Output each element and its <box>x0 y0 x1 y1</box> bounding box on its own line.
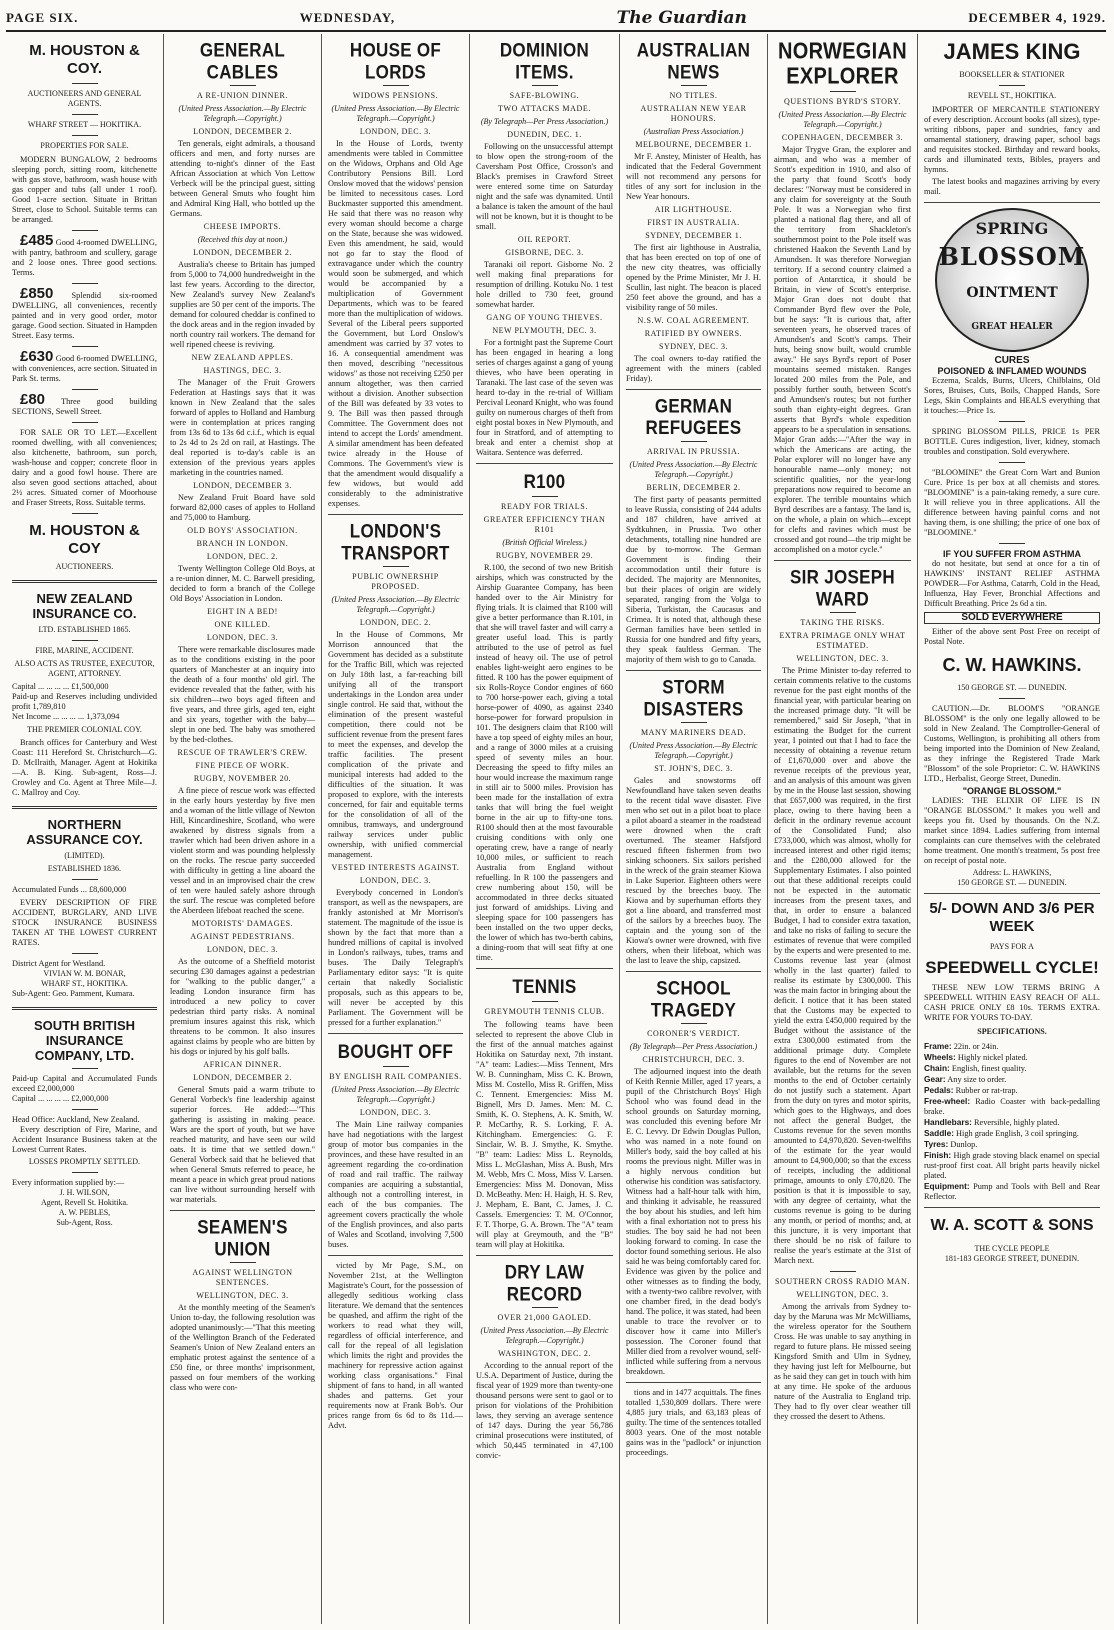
dateline: ST. JOHN'S, DEC. 3. <box>654 764 733 773</box>
subhead: SAFE-BLOWING. <box>509 91 580 100</box>
article-text: A fine piece of rescue work was effected in the early hours yesterday by five men and a woman of the little village of Newton Hill, Kincardineshire, Scotland, who were awakened by distress signals from a trawler which had been driven ashore in a violent storm and was pounding helplessly on the rocks. The rescue party succeeded with difficulty in getting a line aboard the vessel and in an improvised chair the crew of ten were hauled safely ashore through the surf. The rescue was completed before the Aberdeen lifeboat reached the scene. <box>170 786 315 915</box>
spec-value: 22in. or 24in. <box>951 1042 999 1051</box>
headline-general-cables: GENERAL CABLES <box>199 39 286 83</box>
spec-key: Pedals: <box>924 1085 954 1095</box>
article-text: The first party of peasants permitted to leave Russia, consisting of 244 adults and 187 children, have arrived at Sydtkuhnen, in Prussia. Two other detachments, totalling nine hundred are due by to-morrow. The German Government is finding their accommodation until their future is decided. The majority are Mennonites, but their places of origin are widely separated, ranging from the Volga to Siberia, Turkistan, the Caucasus and Crimea. It is noted that, although these German families have been settled in Russia for one hundred and fifty years, they speak faultless German. The majority of them wish to go to Canada. <box>626 495 761 664</box>
subhead: FINE PIECE OF WORK. <box>195 761 290 770</box>
subhead: BY ENGLISH RAIL COMPANIES. <box>329 1072 462 1081</box>
spec-row <box>924 1085 1100 1096</box>
firm-address: WHARF STREET — HOKITIKA. <box>27 120 142 129</box>
spec-row <box>924 1117 1100 1128</box>
james-king-addr: REVELL ST., HOKITIKA. <box>967 91 1057 100</box>
dateline: LONDON, DEC. 3. <box>206 945 279 954</box>
article-text: Following on the unsuccessful attempt to blow open the strong-room of the Caversham Post Office, Crosson's and Black's premises in Crawford Street were entered some time on Saturday night and the safe was dynamited. Until a balance is taken the amount of the haul will not be known, but it is thought to be small. <box>476 142 613 231</box>
dateline: WELLINGTON, DEC. 3. <box>796 654 889 663</box>
nz-income: Net Income ... ... ... ... 1,373,094 <box>12 712 120 721</box>
cures-heading: CURES <box>994 355 1030 366</box>
article-text: According to the annual report of the U.S.A. Department of Justice, during the fiscal year of 1929 more than twenty-one thousand persons were sent to gaol or to prison for violations of the Prohibition laws, they serving an average sentence of 147 days. During the year 56,786 criminal prosecutions were instituted, of which 50,445 terminated in 47,100 convic- <box>476 1361 613 1460</box>
spec-key: Finish: <box>924 1150 952 1160</box>
dateline: RUGBY, NOVEMBER 20. <box>193 774 292 783</box>
sb-head-office: Head Office: Auckland, New Zealand. <box>12 1115 140 1124</box>
dateline: LONDON, DEC. 2. <box>359 618 432 627</box>
credit: (British Official Wireless.) <box>502 538 587 547</box>
article-text: New Zealand Fruit Board have sold forward 82,000 cases of apples to Holland and 75,000 to Hamburg. <box>170 493 315 522</box>
headline-seamens-union: SEAMEN'S UNION <box>197 1216 288 1260</box>
article-text: The first air lighthouse in Australia, that has been erected on top of one of the new city theatres, was officially opened by the Prime Minister, Mr J. H. Scullin, last night. The beacon is placed 250 feet above the ground, and has a visibility range of 50 miles. <box>626 243 761 312</box>
scott-sons-addr: 181-183 GEORGE STREET, DUNEDIN. <box>944 1254 1080 1263</box>
subhead: AIR LIGHTHOUSE. <box>654 205 733 214</box>
nz-branches: Branch offices for Canterbury and West Coast: 111 Hereford St. Christchurch—G. D. McIlraith, Manager. Agent at Hokitika—A. B. King. Sub-agent, Ross—J. Crowley and Co. Agent at Three Mile—J. C. Mallroy and Coy. <box>12 738 157 797</box>
sb-info: Every information supplied by:— <box>12 1178 125 1187</box>
subhead: OVER 21,000 GAOLED. <box>497 1313 592 1322</box>
article-text: For a fortnight past the Supreme Court has been engaged in hearing a long series of charges against a gang of young thieves, who have been operating in Taranaki. The last case of the seven was heard to-day in the re-trial of William Percival Leonard Knight, who was found guilty on numerous charges of theft from eight postal boxes in New Plymouth, and four in Stratford, and of attempting to break and enter a chemist shop at Waitara. Sentence was deferred. <box>476 338 613 457</box>
sb-agent-2: A. W. PEBLES, <box>58 1208 111 1217</box>
subhead: READY FOR TRIALS. <box>501 502 588 511</box>
paper-title: The Guardian <box>616 8 747 28</box>
dateline: GISBORNE, DEC. 3. <box>505 248 584 257</box>
listing-80: £80 Three good building SECTIONS, Sewell Street. <box>12 391 157 416</box>
spec-value: High grade stoving black enamel on special rust-proof first coat. All bright parts heavily nickel plated. <box>924 1151 1100 1180</box>
james-king-text-2: The latest books and magazines arriving by every mail. <box>924 177 1100 196</box>
spec-value: Any size to order. <box>945 1075 1007 1084</box>
subhead: A RE-UNION DINNER. <box>196 91 288 100</box>
subhead: AGAINST PEDESTRIANS. <box>190 932 295 941</box>
speedwell-terms: THESE NEW LOW TERMS BRING A SPEEDWELL WITHIN EASY REACH OF ALL. CASH PRICE ONLY £8 10s. TERMS EXTRA. WRITE FOR YOURS TO-DAY. <box>924 983 1100 1022</box>
subhead: EIGHT IN A BED! <box>207 607 278 616</box>
subhead: OIL REPORT. <box>517 235 572 244</box>
subhead: GANG OF YOUNG THIEVES. <box>486 313 603 322</box>
headline-r100: R100 <box>523 470 566 493</box>
northern-title: NORTHERN ASSURANCE COY. <box>26 817 143 847</box>
subhead: RESCUE OF TRAWLER'S CREW. <box>177 748 308 757</box>
northern-agent-addr: WHARF ST., HOKITIKA. <box>41 979 128 988</box>
dateline: LONDON, DEC. 3. <box>359 127 432 136</box>
subhead: VESTED INTERESTS AGAINST. <box>331 863 460 872</box>
headline-bought-off: BOUGHT OFF <box>337 1040 454 1063</box>
james-king-title: JAMES KING <box>943 39 1081 64</box>
spec-key: Chain: <box>924 1063 950 1073</box>
column-4-dominion-items <box>470 34 620 1624</box>
dateline: SYDNEY, DEC. 3. <box>659 342 728 351</box>
column-6-norwegian-explorer <box>768 34 918 1624</box>
spec-row <box>924 1139 1100 1150</box>
hawkins-address-2: 150 GEORGE ST. — DUNEDIN. <box>957 878 1067 887</box>
spec-value: Reversible, highly plated. <box>971 1118 1060 1127</box>
dateline: WELLINGTON, DEC. 3. <box>196 1291 289 1300</box>
subhead: AFRICAN DINNER. <box>203 1060 282 1069</box>
subhead: NO TITLES. <box>669 91 718 100</box>
page-number: PAGE SIX. <box>6 10 79 25</box>
firm-subtitle-2: AUCTIONEERS. <box>55 562 114 571</box>
asthma-text: do not hesitate, but send at once for a tin of HAWKINS' INSTANT RELIEF ASTHMA POWDER—For Asthma, Catarrh, Cold in the Head, Influenza, Hay Fever, Bronchial Affections and Difficult Breathing. Price 2s 6d a tin. <box>924 559 1100 608</box>
dateline: COPENHAGEN, DECEMBER 3. <box>781 133 904 142</box>
article-text: General Smuts paid a warm tribute to General Vorbeck's fine leadership against superior forces. He added:—"This gathering is assisting in making peace. Wars are the sport of youth, but we have reached maturity, and have seen our wild oats. It is time that we settled down." General Vorbeck said that he believed that when General Smuts referred to peace, he meant a peace in which great proud nations can live without surrounding herself with war materials. <box>170 1085 315 1204</box>
dateline: LONDON, DEC. 3. <box>359 876 432 885</box>
subhead: N.S.W. COAL AGREEMENT. <box>637 316 750 325</box>
spec-row <box>924 1096 1100 1117</box>
dateline: LONDON, DECEMBER 2. <box>193 127 292 136</box>
subhead: TWO ATTACKS MADE. <box>498 104 591 113</box>
nz-insurance-class: FIRE, MARINE, ACCIDENT. <box>35 646 134 655</box>
spec-key: Wheels: <box>924 1052 956 1062</box>
south-british-title: SOUTH BRITISH INSURANCE COMPANY, LTD. <box>33 1018 136 1063</box>
listing-to-let: FOR SALE OR TO LET.—Excellent roomed dwelling, with all conveniences; also kitchenette, bathroom, sun porch, wash-house and copper; concrete floor in dairy and a good fowl house. There are also seven good sections attached, about 2½ acres. Situated corner of Moorhouse and Fraser Streets, Ross. Suitable terms. <box>12 428 157 507</box>
article-text: At the monthly meeting of the Seamen's Union to-day, the following resolution was adopted unanimously:—"That this meeting of the Wellington Branch of the Federated Seamen's Union of New Zealand enters an emphatic protest against the sentence of a £50 fine, or three months' imprisonment, passed on four members of the working class who were con- <box>170 1303 315 1392</box>
headline-dry-law-record: DRY LAW RECORD <box>504 1261 585 1305</box>
column-3-house-of-lords <box>322 34 470 1624</box>
ointment-text: Eczema, Scalds, Burns, Ulcers, Chilblains, Old Sores, Bruises, Cuts, Boils, Chapped Hands, Sore Legs, Skin Complaints and HEALS everything that it touches:—Price 1s. <box>924 376 1100 415</box>
dateline: RUGBY, NOVEMBER 29. <box>495 551 594 560</box>
article-text: Everybody concerned in London's transport, as well as the newspapers, are frankly astonished at Mr Morrison's statement. The magnitude of the issue is shown by the fact that more than a hundred millions of capital is involved in London's railways, tubes, trams and buses. The Daily Telegraph's Parliamentary editor says: "It is quite certain that nakedly Socialistic proposals, such as this appears to be, will never be accepted by this Parliament. The Government will be pressed for a further explanation." <box>328 888 463 1027</box>
spec-key: Equipment: <box>924 1181 970 1191</box>
dateline: WASHINGTON, DEC. 2. <box>498 1349 591 1358</box>
article-text: As the outcome of a Sheffield motorist securing £30 damages against a pedestrian for "walking to the public danger," a leading London insurance firm has introduced a new policy to cover pedestrian third party risks. A nominal premium insures against this risk, which threatens to be common. It also insures against claims by people who are bitten by his dogs or injured by his golf balls. <box>170 957 315 1056</box>
headline-norwegian-explorer: NORWEGIAN EXPLORER <box>778 38 907 90</box>
credit: (By Telegraph—Per Press Association.) <box>629 1042 758 1051</box>
subhead: AGAINST WELLINGTON SENTENCES. <box>192 1268 293 1287</box>
nz-insurance-also: ALSO ACTS AS TRUSTEE, EXECUTOR, AGENT, ATTORNEY. <box>14 659 155 678</box>
james-king-text: IMPORTER OF MERCANTILE STATIONERY of every description. Account books (all sizes), type-writing ribbons, paper and sundries, fancy and ornamental stationery, drawing paper, school bags and requisites stocked. Birthday and reward books, cards and illuminated texts, Bibles, prayers and hymns. <box>924 105 1100 174</box>
article-text: The Manager of the Fruit Growers Federation at Hastings says that it was known in New Zealand that the sales forward of apples to Holland and Hamburg were in contemplation at prices ranging from 13s 6d to 13s 6d c.i.f., which is equal to 2s 4d to 2s 2d on rail, at Hastings. The deal reported is to-day's cable is an extension of the previous years apples marketing in the countries named. <box>170 378 315 477</box>
spec-row <box>924 1041 1100 1052</box>
credit: (United Press Association.—By Electric Telegraph.—Copyright.) <box>331 104 460 123</box>
dateline: LONDON, DECEMBER 2. <box>193 248 292 257</box>
article-text-continued: victed by Mr Page, S.M., on November 21st, at the Wellington Magistrate's Court, for the possession of allegedly seditious working class literature. We demand that the sentences be quashed, and affirm the right of the workers to read what they will, regardless of official interference, and call for the repeal of all legislation which limits the right and provides the machinery for repressive action against working class organisations." Final shipment of fans to hand, in all wanted shades and patterns. Get your requirements now at Frank Bob's. Our prices range from 6s 6d to 8s 11d.—Advt. <box>328 1261 463 1430</box>
nz-insurance-sub: LTD. ESTABLISHED 1865. <box>38 625 131 634</box>
credit: (United Press Association.—By Electric Telegraph.—Copyright.) <box>331 1085 460 1104</box>
listing-630: £630 Good 6-roomed DWELLING, with conveniences, acre section. Situated in Park St. terms. <box>12 348 157 383</box>
northern-funds: Accumulated Funds ... £8,600,000 <box>12 885 127 894</box>
dateline: LONDON, DECEMBER 3. <box>193 481 292 490</box>
listing-485: £485 Good 4-roomed DWELLING, with pantry, bathroom and scullery, garage and 2 loose ones. Three good sections. Terms. <box>12 232 157 277</box>
hawkins-address-label: Address: L. HAWKINS, <box>972 868 1052 877</box>
northern-body: EVERY DESCRIPTION OF FIRE ACCIDENT, BURGLARY, AND LIVE STOCK INSURANCE BUSINESS TAKEN AT THE LOWEST CURRENT RATES. <box>12 898 157 947</box>
spec-key: Handlebars: <box>924 1117 972 1127</box>
sb-capital-1: Paid-up Capital and Accumulated Funds exceed £2,000,000 <box>12 1074 157 1093</box>
credit: (United Press Association.—By Electric Telegraph.—Copyright.) <box>778 110 907 129</box>
firm-name-2: M. HOUSTON & COY <box>29 522 140 557</box>
headline-school-tragedy: SCHOOL TRAGEDY <box>650 977 737 1021</box>
northern-district: District Agent for Westland. <box>12 959 106 968</box>
column-7-ads <box>918 34 1106 1624</box>
article-text: Mr F. Anstey, Minister of Health, has indicated that the Federal Government will not recommend any persons for titles of any sort for inclusion in the New Year honours. <box>626 152 761 201</box>
spec-row <box>924 1063 1100 1074</box>
article-text: Major Trygve Gran, the explorer and airman, and who was a member of Scott's expedition in 1910, and also of the party that found Scott's body declares: "Norway must be considered in any claim for sovereignty at the South Pole. It was a Norwegian who first planted a national flag there, and all of the territory from Shackleton's southernmost point to the Pole itself was christened Haakon the Seventh Land by Amundsen. It was therefore Norwegian territory. If a second country claimed a portion of Antarctica, it should be Britain, in view of Scott's enterprise. Major Gran does not doubt that Commander Byrd flew over the Pole, but he says: "It is curious that, after seventeen years, he observed traces of Amundsen's and Scott's camps. Their huts, being snow built, would crumble away." He says Byrd's report of Poser mountains seemed mistaken. Ranges located 200 miles from the Pole, and possibly further south, between Scott's and Amundsen's routes; but not further south than eighty-eight degrees. Gran asserts that Byrd's whole expedition appears to be a speculation in sensations. Major Gran adds:—"After the way in which the Americans are acting, the Polar explorer will no longer have any honourable name—only money; not scientific qualities, nor the year-long preparations now required to become an explorer. The terrible mountains which Byrd describes are a fantasy. The land is, on the whole, a plain on which—except for clefts and ravines which must be crossed and got round—the trip might be accomplished on a motor cycle." <box>774 145 911 554</box>
subhead: SOUTHERN CROSS RADIO MAN. <box>774 1277 910 1286</box>
dateline: BERLIN, DECEMBER 2. <box>646 483 741 492</box>
northern-agent: VIVIAN W. M. BONAR, <box>43 969 126 978</box>
headline-londons-transport: LONDON'S TRANSPORT <box>341 520 450 564</box>
headline-sir-joseph-ward: SIR JOSEPH WARD <box>789 566 896 610</box>
credit: (Received this day at noon.) <box>197 235 288 244</box>
subhead: MOTORISTS' DAMAGES. <box>191 919 294 928</box>
sb-losses: LOSSES PROMPTLY SETTLED. <box>28 1157 141 1166</box>
headline-dominion-items: DOMINION ITEMS. <box>499 39 590 83</box>
dateline: HASTINGS, DEC. 3. <box>203 366 282 375</box>
credit: (By Telegraph—Per Press Association.) <box>480 117 609 126</box>
dateline: DUNEDIN, DEC. 1. <box>507 130 582 139</box>
pays-for: PAYS FOR A <box>990 942 1034 951</box>
bloomine-text: "BLOOMINE" the Great Corn Wart and Bunion Cure. Price 1s per box at all chemists and stores. "BLOOMINE" is a pain-taking remedy, a sure cure. It will relieve you in three applications. All the difference between having painful corns and not having them, is one shilling; the price of one box of "BLOOMINE." <box>924 468 1100 537</box>
nz-capital: Capital ... ... ... ... £1,500,000 <box>12 682 109 691</box>
subhead: BRANCH IN LONDON. <box>196 539 289 548</box>
dateline: NEW PLYMOUTH, DEC. 3. <box>492 326 597 335</box>
spec-key: Free-wheel: <box>924 1096 971 1106</box>
caution-text: CAUTION.—Dr. BLOOM'S "ORANGE BLOSSOM" is the only one legally allowed to be sold in New Zealand. The Comptroller-General of Customs, Wellington, is prohibiting all others from being imported into the Dominion of New Zealand, as they infringe the Registered Trade Mark "Blossom" of the sole Proprietor: C. W. HAWKINS LTD., Herbalist, George Street, Dunedin. <box>924 704 1100 783</box>
sb-agent-2-addr: Sub-Agent, Ross. <box>56 1218 113 1227</box>
dateline: LONDON, DECEMBER 2. <box>193 1073 292 1082</box>
article-text: The Main Line railway companies have had negotiations with the largest group of motor bus companies in the provinces, and these have resulted in an agreement regarding the co-ordination of road and rail traffic. The railway companies are acquiring a substantial, although not a controlling interest, in each of the bus companies. The agreement covers practically the whole of the English provinces, and also parts of Wales and Scotland, involving 7,500 buses. <box>328 1120 463 1249</box>
subhead: ARRIVAL IN PRUSSIA. <box>647 447 740 456</box>
spec-value: High grade English, 3 coil springing. <box>953 1129 1079 1138</box>
subhead: ONE KILLED. <box>214 620 271 629</box>
spec-key: Frame: <box>924 1041 952 1051</box>
spec-value: Radio Coaster with back-pedalling brake. <box>924 1097 1100 1116</box>
subhead: CHEESE IMPORTS. <box>203 222 282 231</box>
dateline: SYDNEY, DECEMBER 1. <box>645 231 742 240</box>
credit: (United Press Association.—By Electric Telegraph.—Copyright.) <box>629 741 758 760</box>
dateline: LONDON, DEC. 3. <box>359 1108 432 1117</box>
subhead: AUSTRALIAN NEW YEAR HONOURS. <box>640 104 747 123</box>
article-text: Twenty Wellington College Old Boys, at a re-union dinner, M. C. Barwell presiding, decided to form a branch of the College Old Boys' Association in London. <box>170 564 315 603</box>
properties-heading: PROPERTIES FOR SALE. <box>40 141 129 150</box>
spec-row <box>924 1074 1100 1085</box>
article-text: In the House of Lords, twenty amendments were tabled in Committee on the Widows, Orphans and Old Age Contributory Pensions Bill. Lord Onslow moved that the widows' pension be limited to necessitous cases. Lord Buckmaster supported this amendment. He said that there was no reason why every woman should become a charge on the State, because she was widowed. Even this amendment, he said, would not go far to stay the flood of extravagance under which the country would soon be submerged, and which would be accompanied by a multiplication of Government Departments, which was to be feared more than the multiplication of widows. Several of the Liberal peers supported the Government, but Lord Onslow's amendment was carried by 37 votes to 16. A consequential amendment was then moved, describing "necessitous widows" as those not receiving £250 per annum altogether, was then carried without a division. Another subsection of the Bill was defeated by 33 votes to 9. The Bill was then passed through Committee. The Government does not intend to accept the Lords' amendment. A similar amendment has been defeated twice already in the House of Commons. The Government's view is that the amendment would disqualify a few widows, but would add considerably to the administrative expenses. <box>328 139 463 508</box>
asthma-heading: IF YOU SUFFER FROM ASTHMA <box>943 549 1081 559</box>
article-text: The Prime Minister to-day referred to certain comments relative to the customs revenue for the past eight months of the financial year, with particular bearing on the increased primage duty. "It will be remembered," said Sir Joseph, "that in estimating the Budget for the current year, I pointed out that I had to face the necessity of obtaining a revenue return of £1,670,000 over and above the revenue receipts of the previous year, and an analysis of this amount was given by me in the House last session, showing that £657,000 was required, in the first place, owing to there having been a deficit in the ordinary revenue account of the Consolidated Fund; also £733,000, which was almost, wholly for increased interest and other rigid items; and the £280,000 allowed for the Supplementary Estimates. I also pointed out that these additional receipts could not be expected in the automatic increases from the present taxes, and that, in order to ensure a balanced Budget, I had to consider extra taxation, and take no risks of failing to secure the estimates of revenue that were compiled by the experts and were presented to me. Customs revenue last year (almost wholly in the last quarter) failed to realise its estimate by £300,000. This was the main factor in bringing about the deficit. I notice that it has been stated that the Customs may be expected to yield the extra £450,000 required by the Budget without the assistance of the extra £300,000 estimated from the additional primage duty. Complete figures to the end of November are not available, but the returns for the seven months to the end of October certainly do not justify such a statement. Apart from the duty on tyres and motor spirits, which goes to the Highways, and does not affect the general Budget, the Customs revenue for the seven months amounted to £4,970,820. Seven-twelfths of the estimate for the year would amount to £4,900,000; so that the excess of receipts, including the additional primage, amounts to only £70,820. The position is that it is impossible to say, with any degree of certainty, what the customs revenue is going to be during any month, or period of months; and, at this juncture, it is very important that there should be no risk of failure to realise the year's estimate at the 31st of March next. <box>774 666 911 1265</box>
article-text: The adjourned inquest into the death of Keith Rennie Miller, aged 17 years, a pupil of the Christchurch Boys' High School who was found dead in the school grounds on Saturday morning, was concluded this evening before Mr E. C. Levvy. Dr Edwin Douglas Pullon, who was named in a note found on Miller's body, said the boy called at his rooms the previous night. Miller was in a highly nervous condition but otherwise his condition was satisfactory. Witness had a half-hour talk with him, and thinking it advisable, he reassured the boy about his studies, and left him with a final exhortation not to press his studies. The boy said he had not been looking forward to coming. In case the doctor found something serious. He also said he was being comfortably cared for. Evidence was given by the police and other witnesses as to finding the body, with a twenty-two calibre revolver, with one chamber fired, in the dead body's hand. The police, it was stated, had been unable to trace the revolver or to discover how it came into Miller's possession. The Coroner found that Miller died from a revolver wound, self-inflicted while suffering from a nervous breakdown. <box>626 1067 761 1376</box>
speedwell-heading: SPEEDWELL CYCLE! <box>925 958 1099 977</box>
scott-sons-title: W. A. SCOTT & SONS <box>930 1217 1094 1234</box>
article-text: Among the arrivals from Sydney to-day by the Maruna was Mr McWilliams, the wireless operator for the Southern Cross. He was unable to say anything in regard to future plans. He missed seeing Kingsford Smith and Ulm in Sydney, they having just left for Melbourne, but as he said they can get in touch with him at any time. He spoke of the arduous nature of the Australia to England trip. They had to fly over clear weather till they crossed the desert to Athens. <box>774 1302 911 1421</box>
credit: (Australian Press Association.) <box>643 127 744 136</box>
headline-german-refugees: GERMAN REFUGEES <box>645 395 742 439</box>
subhead: WIDOWS PENSIONS. <box>352 91 439 100</box>
firm-name: M. HOUSTON & COY. <box>29 42 140 77</box>
subhead: FIRST IN AUSTRALIA. <box>647 218 740 227</box>
headline-tennis: TENNIS <box>512 975 577 998</box>
article-text: There were remarkable disclosures made as to the conditions existing in the poor quarters of Manchester at an inquiry into the death of a four months' old girl. The evidence revealed that the father, with his six children—two boys aged fifteen and five years, and three girls, aged ten, eight and six years, together with the baby—slept in one bed. The baby was smothered by the bed-clothes. <box>170 645 315 744</box>
subhead: GREATER EFFICIENCY THAN R101 <box>483 515 606 534</box>
spring-blossom-logo: SPRING BLOSSOM OINTMENT GREAT HEALER <box>935 208 1089 352</box>
post-free-text: Either of the above sent Post Free on receipt of Postal Note. <box>924 627 1100 646</box>
credit: (United Press Association.—By Electric Telegraph.—Copyright.) <box>178 104 307 123</box>
article-text: R.100, the second of two new British airships, which was constructed by the Airship Guarantee Company, has been handed over to the Air Ministry for flying trials. It is claimed that R100 will give a better performance than R.101, in that she will travel faster and will carry a greater useful load. This is partly attributed to the use of petrol as fuel instead of heavy oil. The use of petrol enables light-weight aero engines to be fitted. R 100 has the power equipment of six Rolls-Royce Condor engines of 660 to 700 horse-power each, giving a total horse-power of 4090, as against 2340 horse-power for forward propulsion in 101. The designers claim that R100 will have a top speed of eighty miles an hour, and a range of 3000 miles at a cruising speed of seventy miles an hour. Decreasing the speed to fifty miles an hour would increase the maximum range in still air to 5000 miles. Provision has been made for the installation of extra tanks that will bring the fuel weight borne in the air up to fifty-one tons. R100 should then at the most favourable cruising conditions with only one operating crew, have a range of nearly 10,000 miles, or sufficient to reach Australia from England without refuelling. In R 100 the passengers and crew numbering about 150, will be accommodated in three decks situated just forward of amidships. Living and sleeping space for 100 passengers has been installed on the two upper decks, the lower of which has two-berth cabins, a dining-room that will seat fifty at one time. <box>476 563 613 962</box>
subhead: EXTRA PRIMAGE ONLY WHAT ESTIMATED. <box>779 631 906 650</box>
article-text: The coal owners to-day ratified the agreement with the miners (cabled Friday). <box>626 354 761 383</box>
spec-value: Highly nickel plated. <box>955 1053 1028 1062</box>
column-5-australian-news <box>620 34 768 1624</box>
spec-key: Tyres: <box>924 1139 949 1149</box>
subhead: RATIFIED BY OWNERS. <box>644 329 743 338</box>
firm-subtitle: AUCTIONEERS AND GENERAL AGENTS. <box>27 89 142 108</box>
article-text: The following teams have been selected to represent the above Club in the first of the annual matches against Hokitika on Saturday next, 7th instant. "A" team: Ladies:—Miss Tennent, Mrs W. B. Cunningham, Miss C. K. Brown, Miss M. Costello, Miss R. Griffen, Miss C. Tennent. Emergencies: Miss M. Bignell, Mrs D. James. Men: M. C. Smith, K. O. Stephens, A. K. Smith, W. P. McCarthy, R. S. Lorking, F. A. Kitchingham. Emergencies: G. F. Sinclair, W. B. J. Smythe, K. Smythe. "B" team: Ladies: Miss L. Reynolds, Miss L. McGlashan, Miss A. Bush, Mrs M. Webb, Mrs C. Moss, Miss V. Larsen. Emergencies: Miss M. Donovan, Miss D. McBeathy. Men: H. Haigh, H. S. Rev, J. Mepham, E. Bant, C. James, J. C. Cassels. Emergencies: T. M. O'Connor, F. T. Thorpe, G. A. Brown. The "A" team will play at Greymouth, and the "B" team will play at Hokitika. <box>476 1020 613 1249</box>
dateline: MELBOURNE, DECEMBER 1. <box>635 140 752 149</box>
nz-paid-up: Paid-up and Reserves including undivided profit 1,789,810 <box>12 692 157 711</box>
pills-text: SPRING BLOSSOM PILLS, PRICE 1s PER BOTTLE. Cures indigestion, liver, kidney, stomach troubles and constipation. Sold everywhere. <box>924 427 1100 456</box>
subhead: QUESTIONS BYRD'S STORY. <box>784 97 901 106</box>
nz-colonial: THE PREMIER COLONIAL COY. <box>27 725 142 734</box>
column-2-general-cables <box>164 34 322 1624</box>
credit: (United Press Association.—By Electric Telegraph.—Copyright.) <box>629 460 758 479</box>
article-text: Australia's cheese to Britain has jumped from 5,000 to 74,000 hundredweight in the last few years. According to the director, New Zealand's survey New Zealand's supplies are 50 per cent of the imports. The demand for coloured cheddar is confined to the dock areas and in the region invaded by north country rail workers. The demand for well ripened cheese is reviving. <box>170 260 315 349</box>
spec-value: Rubber or rat-trap. <box>953 1086 1018 1095</box>
northern-est: ESTABLISHED 1836. <box>47 864 122 873</box>
date: DECEMBER 4, 1929. <box>968 10 1106 25</box>
dateline: LONDON, DEC. 3. <box>206 633 279 642</box>
spec-value: Pump and Tools with Bell and Rear Reflector. <box>924 1182 1100 1201</box>
sb-agent-1-addr: Agent, Revell St. Hokitika. <box>40 1198 129 1207</box>
ladies-text: LADIES: THE ELIXIR OF LIFE IS IN "ORANGE BLOSSOM." It makes you well and keeps you fit. Used by thousands. On the N.Z. market since 1894. Ladies suffering from internal complaints can cure themselves with the celebrated home treatment. One month's treatment, 5s post free on receipt of postal note. <box>924 796 1100 865</box>
northern-subagent: Sub-Agent: Geo. Pamment, Kumara. <box>12 989 135 998</box>
spec-row <box>924 1181 1100 1202</box>
dateline: CHRISTCHURCH, DEC. 3. <box>642 1055 745 1064</box>
subhead: GREYMOUTH TENNIS CLUB. <box>484 1007 605 1016</box>
columns <box>6 34 1106 1624</box>
sb-capital-2: Capital ... ... ... ... £2,000,000 <box>12 1094 109 1103</box>
column-1-ads <box>6 34 164 1624</box>
subhead: TAKING THE RISKS. <box>800 618 885 627</box>
article-text: Ten generals, eight admirals, a thousand officers and men, and forty nurses are attending to-night's dinner of the East African Association at which Von Lettow Verbeck will be the principal guest, sitting between General Smuts who fought him and Admiral King Hall, who bottled up the Germans. <box>170 139 315 218</box>
sb-body: Every description of Fire, Marine, and Accident Insurance Business taken at the Lowest Current Rates. <box>12 1125 157 1154</box>
headline-storm-disasters: STORM DISASTERS <box>643 676 744 720</box>
sb-agent-1: J. H. WILSON, <box>59 1188 110 1197</box>
spec-row <box>924 1052 1100 1063</box>
credit: (United Press Association.—By Electric Telegraph.—Copyright.) <box>331 595 460 614</box>
subhead: OLD BOYS' ASSOCIATION. <box>187 526 298 535</box>
subhead: MANY MARINERS DEAD. <box>640 728 747 737</box>
article-text-continued: tions and in 1477 acquittals. The fines totalled 1,530,809 dollars. There were 4,885 jury trials, and 63,183 pleas of guilty. The time of the sentences totalled 8003 years. One of the most notable gains was in the "padlock" or injunction proceedings. <box>626 1388 761 1457</box>
dateline: WELLINGTON, DEC. 3. <box>796 1290 889 1299</box>
credit: (United Press Association.—By Electric Telegraph.—Copyright.) <box>480 1326 609 1345</box>
subhead: CORONER'S VERDICT. <box>647 1029 740 1038</box>
dateline: LONDON, DEC. 2. <box>206 552 279 561</box>
spec-value: Dunlop. <box>948 1140 978 1149</box>
headline-australian-news: AUSTRALIAN NEWS <box>636 39 751 83</box>
down-payment-heading: 5/- DOWN AND 3/6 PER WEEK <box>929 900 1095 935</box>
article-text: Taranaki oil report. Gisborne No. 2 well making final preparations for resumption of drilling. Kotuku No. 1 test hole drilled to 730 feet, ground somewhat harder. <box>476 260 613 309</box>
nz-insurance-title: NEW ZEALAND INSURANCE CO. <box>32 591 137 621</box>
northern-sub: (LIMITED). <box>64 851 105 860</box>
subhead: PUBLIC OWNERSHIP PROPOSED. <box>352 572 439 591</box>
headline-house-of-lords: HOUSE OF LORDS <box>349 39 442 83</box>
james-king-sub: BOOKSELLER & STATIONER <box>959 70 1065 79</box>
spec-value: English, finest quality. <box>949 1064 1027 1073</box>
day: WEDNESDAY, <box>299 10 396 25</box>
listing-text: MODERN BUNGALOW, 2 bedrooms sleeping porch, sitting room, kitchenette with gas stove, bathroom, wash house with gas copper and tubs (all under 1 roof). Good 1-acre section. Situate in Brittan Street, close to School. Suitable terms can be arranged. <box>12 155 157 224</box>
hawkins-addr: 150 GEORGE ST. — DUNEDIN. <box>957 683 1067 692</box>
poison-heading: POISONED & INFLAMED WOUNDS <box>937 366 1087 376</box>
article-text: In the House of Commons, Mr Morrison announced that the Government has decided as a substitute for the Traffic Bill, which was rejected on July 18th last, a far-reaching bill unifying all of the transport undertakings in the London area under single control. He said that, without the elimination of the present wasteful competition, there could not be sufficient revenue from the present fares to meet the expenses, and develop the traffic facilities. The present complication of the private and municipal interests had added to the difficulties of the situation. It was proposed to explore, with the interests concerned, for fair and equitable terms for the consolidation of all of the omnibus, tramways, and underground railway services under public ownership, with unified commercial management. <box>328 630 463 859</box>
hawkins-name: C. W. HAWKINS. <box>942 655 1082 675</box>
listing-850: £850 Splendid six-roomed DWELLING, all conveniences, recently painted and in very good order, motor garage. Good section. Situated in Hampden Street. Easy terms. <box>12 285 157 340</box>
specifications-heading: SPECIFICATIONS. <box>977 1027 1047 1036</box>
orange-blossom-heading: "ORANGE BLOSSOM." <box>962 786 1062 796</box>
subhead: NEW ZEALAND APPLES. <box>191 353 294 362</box>
masthead <box>6 6 1106 32</box>
scott-sons-sub: THE CYCLE PEOPLE <box>974 1244 1050 1253</box>
spec-row <box>924 1150 1100 1181</box>
spec-row <box>924 1128 1100 1139</box>
spec-key: Gear: <box>924 1074 946 1084</box>
specifications-list <box>924 1041 1100 1202</box>
spec-key: Saddle: <box>924 1128 954 1138</box>
article-text: Gales and snowstorms off Newfoundland have taken seven deaths to the recent tidal wave disaster. Five men who set out in a pilot boat to place a pilot aboard a steamer in the roadstead were drowned when the craft overturned. The steamer Hafsfjord rescued fifteen fishermen from two sinking schooners. Six sailors perished in the wreck of the grain steamer Kiowa in Lake Superior. Eighteen others were rescued by the breeches buoy. The Kiowa and by superhuman efforts they got a line aboard, and transferred most of the sailors by a breeches buoy. The captain and the young son of the Kiowa's owner were drowned, with five others, when their lifeboat, which was the last to leave the ship, capsized. <box>626 776 761 965</box>
sold-everywhere: SOLD EVERYWHERE <box>924 612 1100 624</box>
